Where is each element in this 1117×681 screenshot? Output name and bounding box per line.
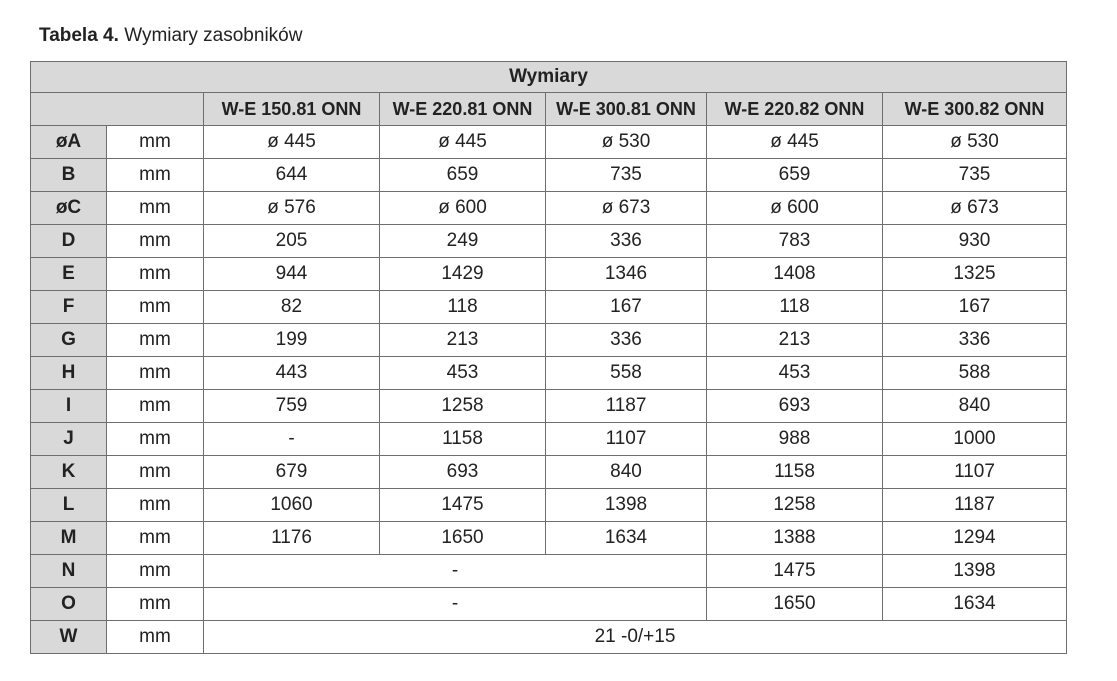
table-row (31, 588, 1067, 621)
table-row (31, 522, 1067, 555)
row-unit: mm (107, 192, 204, 225)
table-row (31, 357, 1067, 390)
table-cell: - (204, 423, 380, 456)
table-cell: 118 (380, 291, 546, 324)
table-cell: 1475 (707, 555, 883, 588)
table-row (31, 225, 1067, 258)
table-cell: 1429 (380, 258, 546, 291)
table-cell: ø 445 (204, 126, 380, 159)
table-cell: 453 (707, 357, 883, 390)
table-cell: ø 576 (204, 192, 380, 225)
table-cell: 1398 (883, 555, 1067, 588)
table-cell: 944 (204, 258, 380, 291)
table-cell: 1158 (707, 456, 883, 489)
table-cell: 558 (546, 357, 707, 390)
merged-cell: 21 -0/+15 (204, 621, 1067, 654)
table-cell: 213 (707, 324, 883, 357)
table-cell: 336 (883, 324, 1067, 357)
row-unit: mm (107, 258, 204, 291)
row-symbol: L (31, 489, 107, 522)
row-unit: mm (107, 324, 204, 357)
table-cell: 930 (883, 225, 1067, 258)
table-cell: 336 (546, 225, 707, 258)
table-cell: ø 673 (546, 192, 707, 225)
table-cell: 1398 (546, 489, 707, 522)
table-cell: 840 (546, 456, 707, 489)
column-header: W-E 220.81 ONN (380, 93, 546, 126)
table-cell: 1294 (883, 522, 1067, 555)
table-cell: 443 (204, 357, 380, 390)
table-row (31, 390, 1067, 423)
table-row (31, 258, 1067, 291)
column-header: W-E 150.81 ONN (204, 93, 380, 126)
table-cell: 1475 (380, 489, 546, 522)
dimensions-table (30, 61, 1067, 654)
table-cell: 783 (707, 225, 883, 258)
table-cell: 659 (380, 159, 546, 192)
table-cell: 1408 (707, 258, 883, 291)
column-header: W-E 220.82 ONN (707, 93, 883, 126)
table-cell: 840 (883, 390, 1067, 423)
table-cell: 1187 (546, 390, 707, 423)
table-cell: 693 (380, 456, 546, 489)
table-cell: ø 600 (380, 192, 546, 225)
table-cell: 1107 (546, 423, 707, 456)
row-unit: mm (107, 423, 204, 456)
table-cell: 118 (707, 291, 883, 324)
merged-cell: - (204, 555, 707, 588)
row-unit: mm (107, 555, 204, 588)
table-body-merged (31, 555, 1067, 654)
row-unit: mm (107, 225, 204, 258)
merged-cell: - (204, 588, 707, 621)
table-cell: 735 (883, 159, 1067, 192)
table-cell: 644 (204, 159, 380, 192)
row-symbol: J (31, 423, 107, 456)
table-cell: 1258 (380, 390, 546, 423)
row-symbol: K (31, 456, 107, 489)
table-cell: 1346 (546, 258, 707, 291)
table-cell: ø 445 (380, 126, 546, 159)
table-cell: 735 (546, 159, 707, 192)
table-row (31, 489, 1067, 522)
row-symbol: H (31, 357, 107, 390)
table-cell: 82 (204, 291, 380, 324)
table-row (31, 456, 1067, 489)
table-cell: 1258 (707, 489, 883, 522)
caption-text: Wymiary zasobników (124, 25, 303, 46)
table-cell: ø 600 (707, 192, 883, 225)
row-symbol: I (31, 390, 107, 423)
row-unit: mm (107, 522, 204, 555)
table-cell: ø 445 (707, 126, 883, 159)
table-row (31, 159, 1067, 192)
table-cell: 759 (204, 390, 380, 423)
table-cell: 1158 (380, 423, 546, 456)
row-symbol: F (31, 291, 107, 324)
row-symbol: D (31, 225, 107, 258)
table-cell: 1650 (707, 588, 883, 621)
table-cell: ø 530 (546, 126, 707, 159)
table-row (31, 126, 1067, 159)
row-unit: mm (107, 390, 204, 423)
table-cell: 1176 (204, 522, 380, 555)
table-row (31, 324, 1067, 357)
table-cell: 1187 (883, 489, 1067, 522)
row-unit: mm (107, 291, 204, 324)
table-cell: 1060 (204, 489, 380, 522)
row-symbol: N (31, 555, 107, 588)
table-cell: 1650 (380, 522, 546, 555)
table-cell: 1634 (546, 522, 707, 555)
table-cell: 199 (204, 324, 380, 357)
table-cell: 336 (546, 324, 707, 357)
table-cell: 1000 (883, 423, 1067, 456)
row-unit: mm (107, 588, 204, 621)
row-symbol: B (31, 159, 107, 192)
table-cell: 1388 (707, 522, 883, 555)
column-header-row (31, 93, 1067, 126)
row-symbol: øA (31, 126, 107, 159)
table-cell: 988 (707, 423, 883, 456)
table-cell: 167 (546, 291, 707, 324)
group-header-row (31, 62, 1067, 93)
table-cell: 693 (707, 390, 883, 423)
row-symbol: M (31, 522, 107, 555)
table-cell: 679 (204, 456, 380, 489)
row-unit: mm (107, 357, 204, 390)
row-unit: mm (107, 489, 204, 522)
table-cell: 453 (380, 357, 546, 390)
table-cell: 1325 (883, 258, 1067, 291)
table-cell: 1107 (883, 456, 1067, 489)
table-cell: ø 673 (883, 192, 1067, 225)
table-cell: ø 530 (883, 126, 1067, 159)
table-cell: 213 (380, 324, 546, 357)
row-unit: mm (107, 621, 204, 654)
row-symbol: G (31, 324, 107, 357)
table-row (31, 192, 1067, 225)
table-cell: 659 (707, 159, 883, 192)
table-cell: 167 (883, 291, 1067, 324)
row-symbol: W (31, 621, 107, 654)
row-symbol: O (31, 588, 107, 621)
table-row (31, 621, 1067, 654)
row-symbol: øC (31, 192, 107, 225)
row-symbol: E (31, 258, 107, 291)
corner-header (31, 93, 204, 126)
row-unit: mm (107, 456, 204, 489)
table-cell: 588 (883, 357, 1067, 390)
column-header: W-E 300.82 ONN (883, 93, 1067, 126)
row-unit: mm (107, 159, 204, 192)
table-row (31, 291, 1067, 324)
table-cell: 249 (380, 225, 546, 258)
table-cell: 1634 (883, 588, 1067, 621)
table-row (31, 555, 1067, 588)
table-row (31, 423, 1067, 456)
row-unit: mm (107, 126, 204, 159)
table-body (31, 126, 1067, 555)
table-caption (39, 25, 302, 47)
caption-label: Tabela 4. (39, 25, 119, 46)
table-cell: 205 (204, 225, 380, 258)
column-header: W-E 300.81 ONN (546, 93, 707, 126)
group-header: Wymiary (31, 62, 1067, 93)
